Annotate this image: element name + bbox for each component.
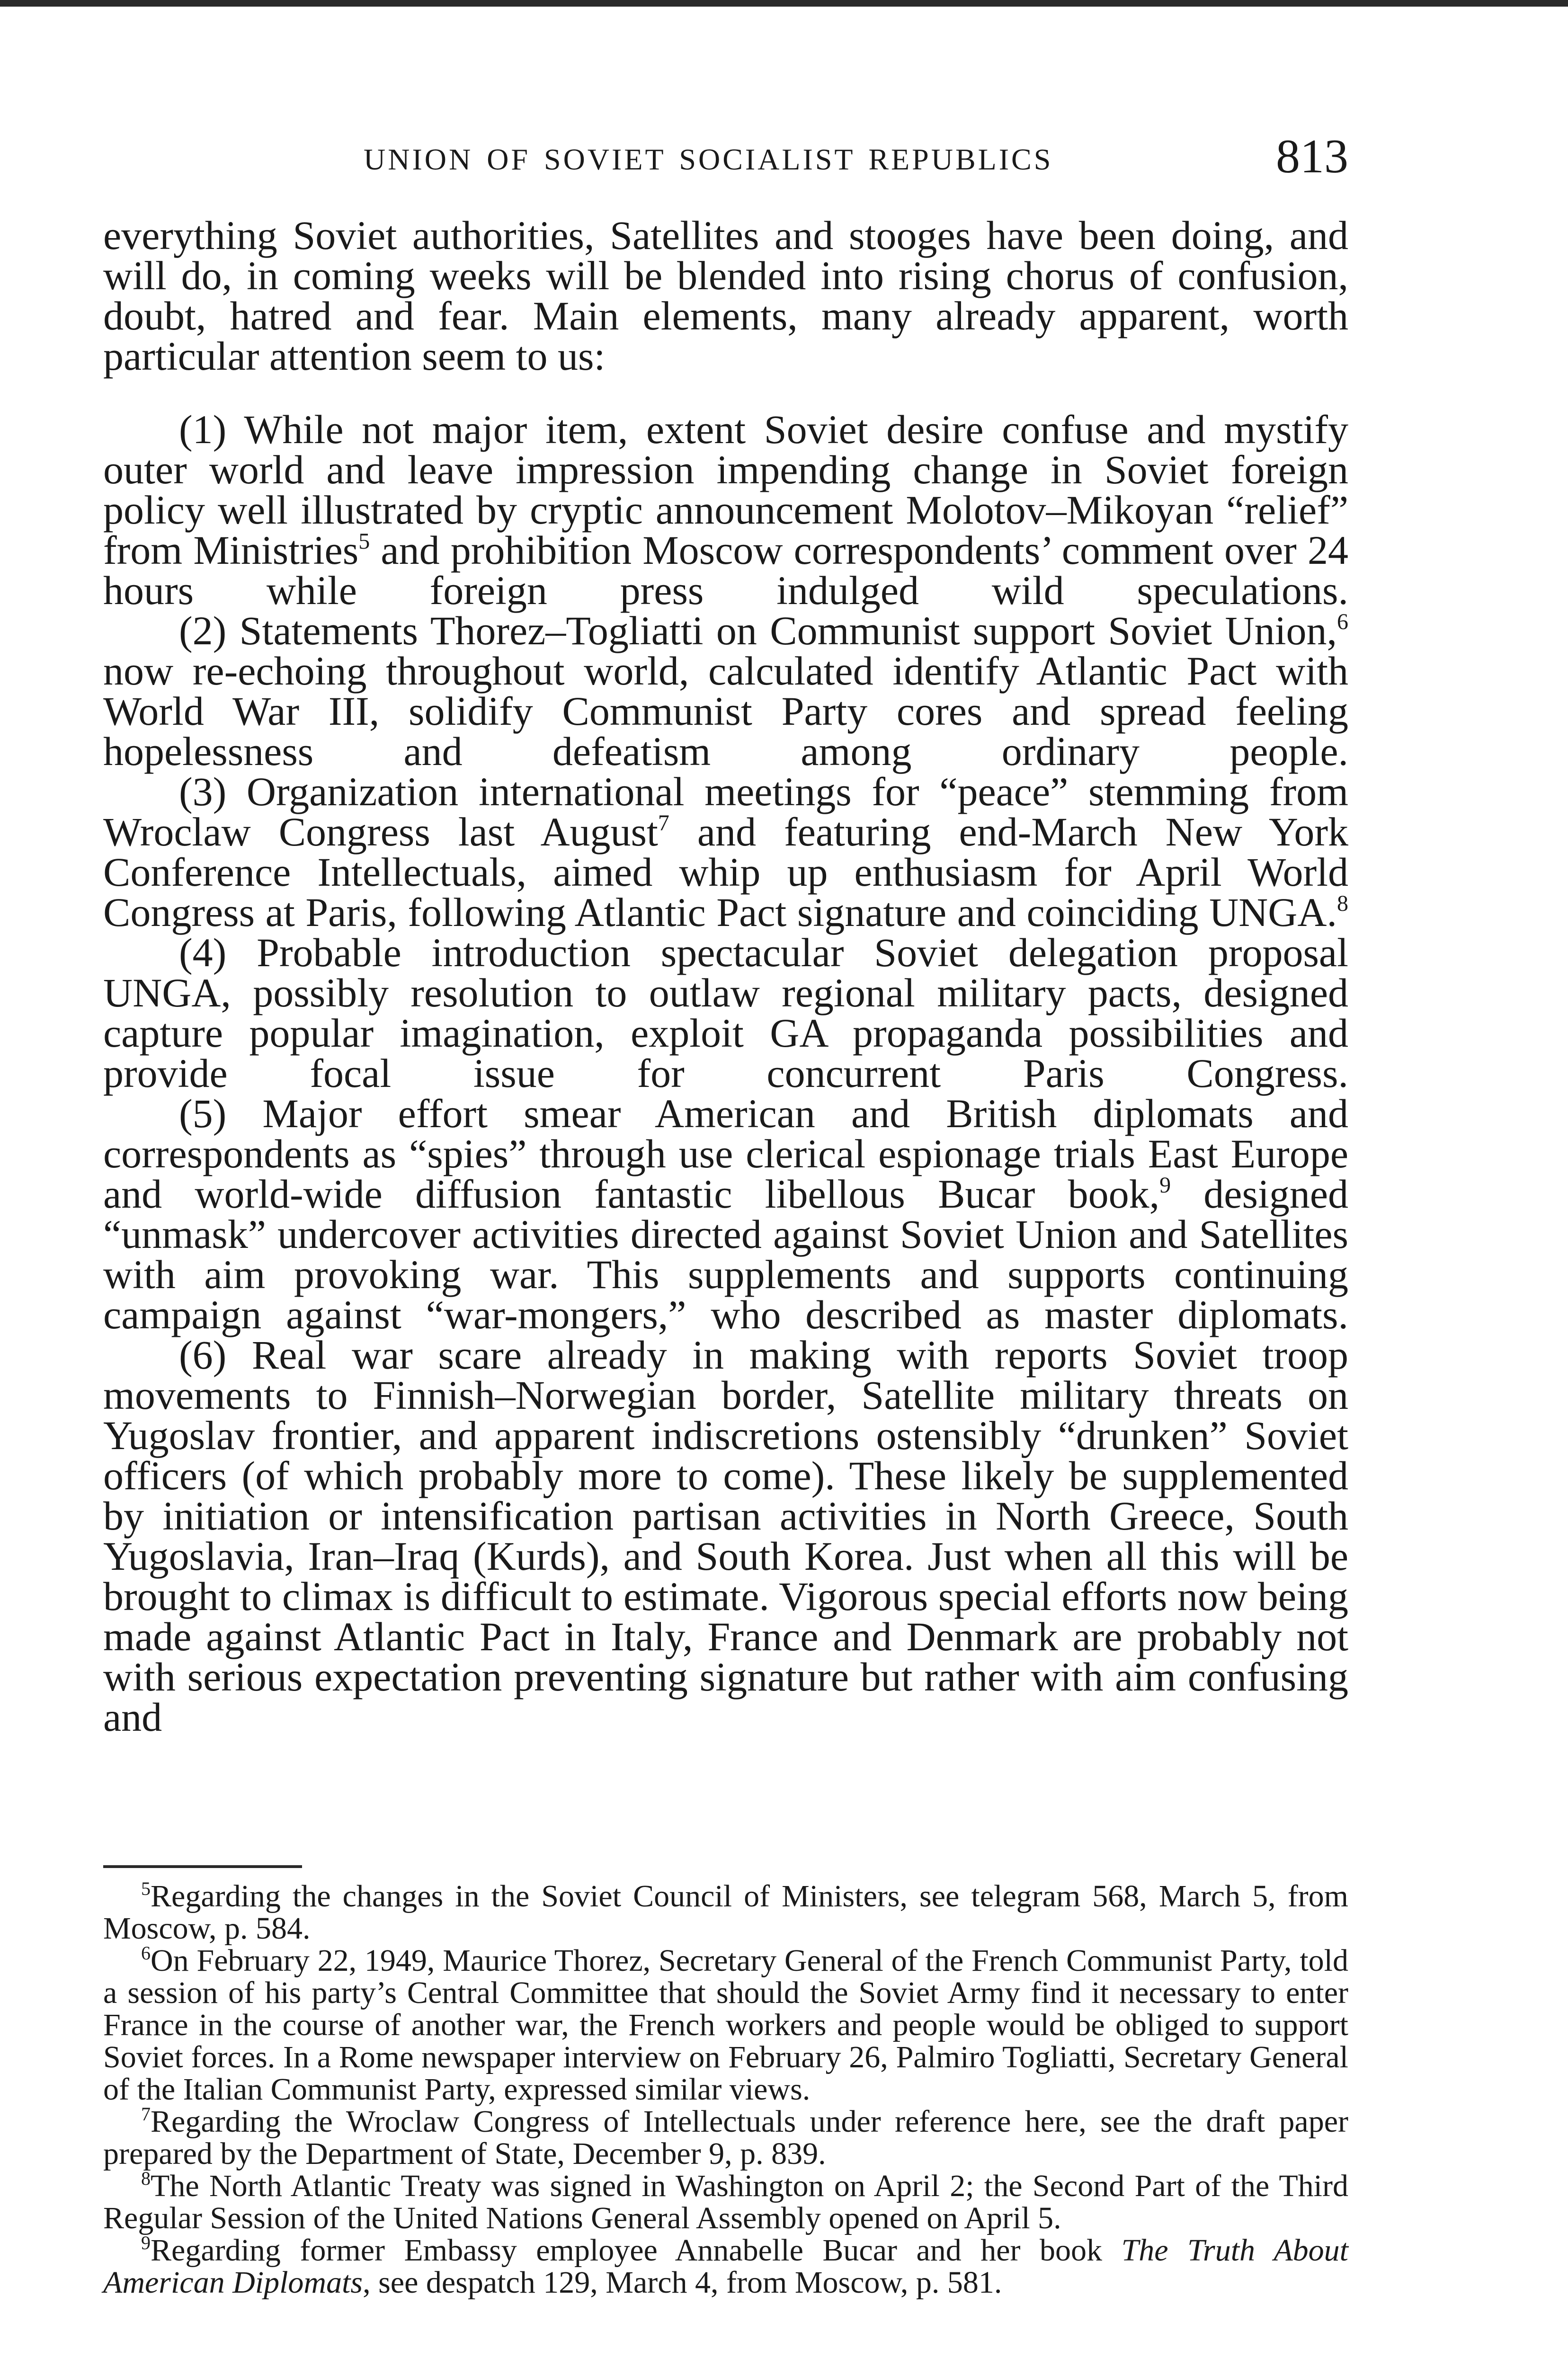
item-6: (6) Real war scare already in making with reports Soviet troop movements to Finnish–Norwegian border, Satellite military threats on Yugoslav frontier, and apparent indiscretions ostensibly “drunken” Soviet officers (of which probably more to come). These likely be supplemented by initiation or intensification partisan activities in North Greece, South Yugoslavia, Iran–Iraq (Kurds), and South Korea. Just when all this will be brought to climax is difficult to estimate. Vigorous special efforts now being made against Atlantic Pact in Italy, France and Denmark are probably not with serious expectation preventing signature but rather with aim confusing and [103,1332,1348,1740]
page-number: 813 [1276,130,1348,183]
running-title: UNION OF SOVIET SOCIALIST REPUBLICS [364,142,1053,176]
footnote-9: $^9$Regarding former Embassy employee Annabelle Bucar and her book The Truth About American Diplomats, see despatch 129, March 4, from Moscow, p. 581. [103,2232,1349,2300]
main-text [103,213,1349,1740]
footnote-6: $^6$On February 22, 1949, Maurice Thorez, Secretary General of the French Communist Party, told a session of his party’s Central Committee that should the Soviet Army find it necessary to enter France in the course of another war, the French workers and people would be obliged to support Soviet forces. In a Rome newspaper interview on February 26, Palmiro Togliatti, Secretary General of the Italian Communist Party, expressed similar views. [103,1942,1348,2107]
item-2: (2) Statements Thorez–Togliatti on Communist support Soviet Union,$^6$ now re-echoing throughout world, calculated identify Atlantic Pact with World War III, solidify Communist Party cores and spread feeling hopelessness and defeatism among ordinary people. [103,608,1348,774]
continuation-paragraph: everything Soviet authorities, Satellites and stooges have been doing, and will do, in coming weeks will be blended into rising chorus of confusion, doubt, hatred and fear. Main elements, many already apparent, worth particular attention seem to us: [103,213,1348,379]
footnote-mark: 9 [141,2232,151,2253]
page-top-edge [0,0,1568,7]
book-title: The Truth About American Diplomats [103,2233,1349,2300]
footnote-mark: 5 [141,1878,151,1899]
item-5: (5) Major effort smear American and British diplomats and correspondents as “spies” through use clerical espionage trials East Europe and world-wide diffusion fantastic libellous Bucar book,$^9$ designed “unmask” undercover activities directed against Soviet Union and Satellites with aim provoking war. This supplements and supports continuing campaign against “war-mongers,” who described as master diplomats. [103,1091,1349,1337]
item-3: (3) Organization international meetings for “peace” stemming from Wroclaw Congress last August$^7$ and featuring end-March New York Conference Intellectuals, aimed whip up enthusiasm for April World Congress at Paris, following Atlantic Pact signature and coinciding UNGA.$^8$ [103,769,1348,935]
item-1: (1) While not major item, extent Soviet desire confuse and mystify outer world and leave impression impending change in Soviet foreign policy well illustrated by cryptic announcement Molotov–Mikoyan “relief” from Ministries$^5$ and prohibition Moscow correspondents’ comment over 24 hours while foreign press indulged wild speculations. [103,407,1348,613]
footnote-ref-8: 8 [1337,891,1348,916]
footnote-divider [103,1865,302,1868]
footnote-8: $^8$The North Atlantic Treaty was signed in Washington on April 2; the Second Part of the Third Regular Session of the United Nations General Assembly opened on April 5. [103,2168,1348,2235]
footnote-ref-7: 7 [658,810,669,836]
footnote-mark: 6 [141,1942,151,1964]
footnote-mark: 7 [141,2103,151,2125]
footnote-ref-9: 9 [1159,1173,1171,1198]
footnote-mark: 8 [141,2168,151,2189]
footnotes [103,1880,1348,2299]
footnote-7: $^7$Regarding the Wroclaw Congress of Intellectuals under reference here, see the draft paper prepared by the Department of State, December 9, p. 839. [103,2103,1348,2171]
footnote-5: $^5$Regarding the changes in the Soviet Council of Ministers, see telegram 568, March 5, from Moscow, p. 584. [103,1878,1348,1946]
page-header [103,130,1348,189]
footnote-ref-5: 5 [358,529,370,554]
footnote-ref-6: 6 [1337,609,1348,634]
item-4: (4) Probable introduction spectacular Soviet delegation proposal UNGA, possibly resolution to outlaw regional military pacts, designed capture popular imagination, exploit GA propaganda possibilities and provide focal issue for concurrent Paris Congress. [103,930,1348,1096]
